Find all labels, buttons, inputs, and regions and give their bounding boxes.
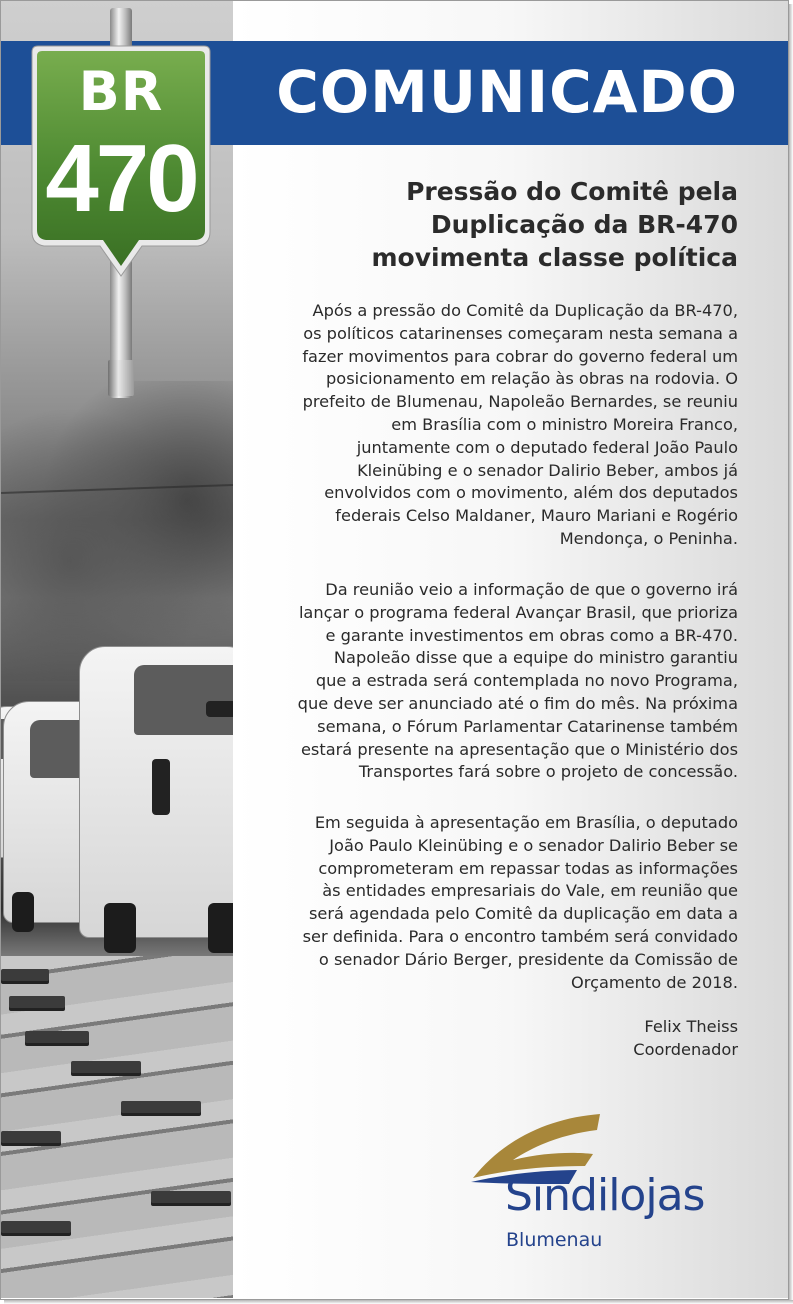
text-line: Em seguida à apresentação em Brasília, o deputado [314, 813, 738, 832]
headline-line: Pressão do Comitê pela [406, 177, 738, 206]
text-line: Kleinübing e o senador Dalirio Beber, ambos já [357, 460, 738, 480]
text-line: Da reunião veio a informação de que o governo irá [325, 580, 738, 599]
sign-prefix: BR [78, 60, 164, 123]
signature-name: Felix Theiss [644, 1017, 738, 1036]
text-line: em Brasília com o ministro Moreira Franco, [391, 414, 738, 434]
text-line: lançar o programa federal Avançar Brasil, que prioriza [298, 602, 738, 622]
text-line: que deve ser anunciado até o fim do mês. Na próxima [297, 693, 738, 713]
logo-city: Blumenau [506, 1229, 603, 1251]
text-line: comprometeram em repassar todas as informações [318, 858, 738, 878]
text-line: os políticos catarinenses começaram nesta semana a [303, 323, 738, 343]
text-line: semana, o Fórum Parlamentar Catarinense também [317, 716, 738, 736]
text-line: o senador Dário Berger, presidente da Comissão de [318, 949, 738, 969]
headline-line: Duplicação da BR-470 [430, 210, 738, 239]
text-line: ser definida. Para o encontro também será convidado [302, 926, 738, 946]
page-shadow-right [789, 4, 793, 1304]
headline-line: movimenta classe política [371, 243, 738, 272]
text-line: fazer movimentos para cobrar do governo federal um [302, 346, 738, 366]
text-line: Napoleão disse que a equipe do ministro garantiu [333, 648, 738, 668]
text-line: Mendonça, o Peninha. [559, 528, 738, 548]
text-line: juntamente com o deputado federal João Paulo [356, 437, 738, 457]
text-line: estará presente na apresentação que o Ministério dos [300, 739, 738, 759]
logo-name: Sindilojas [505, 1170, 705, 1221]
banner-title: COMUNICADO [276, 58, 738, 126]
text-line: às entidades empresariais do Vale, em reunião que [322, 881, 738, 901]
sign-number: 470 [45, 125, 197, 232]
text-line: que a estrada será contemplada no novo Programa, [315, 671, 738, 691]
page-shadow-bottom [4, 1300, 793, 1304]
text-line: envolvidos com o movimento, além dos deputados [324, 483, 738, 503]
text-line: será agendada pelo Comitê da duplicação em data a [308, 904, 738, 924]
text-line: Orçamento de 2018. [571, 972, 738, 992]
signature-role: Coordenador [633, 1039, 738, 1059]
text-line: federais Celso Maldaner, Mauro Mariani e Rogério [335, 506, 738, 526]
text-line: prefeito de Blumenau, Napoleão Bernardes, se reuniu [302, 392, 738, 412]
text-line: posicionamento em relação às obras na rodovia. O [326, 369, 738, 389]
text-line: e garante investimentos em obras como a BR-470. [325, 625, 738, 645]
text-line: Transportes fará sobre o projeto de concessão. [358, 762, 738, 782]
text-line: João Paulo Kleinübing e o senador Dalirio Beber se [329, 835, 738, 855]
text-line: Após a pressão do Comitê da Duplicação da BR-470, [312, 301, 738, 320]
